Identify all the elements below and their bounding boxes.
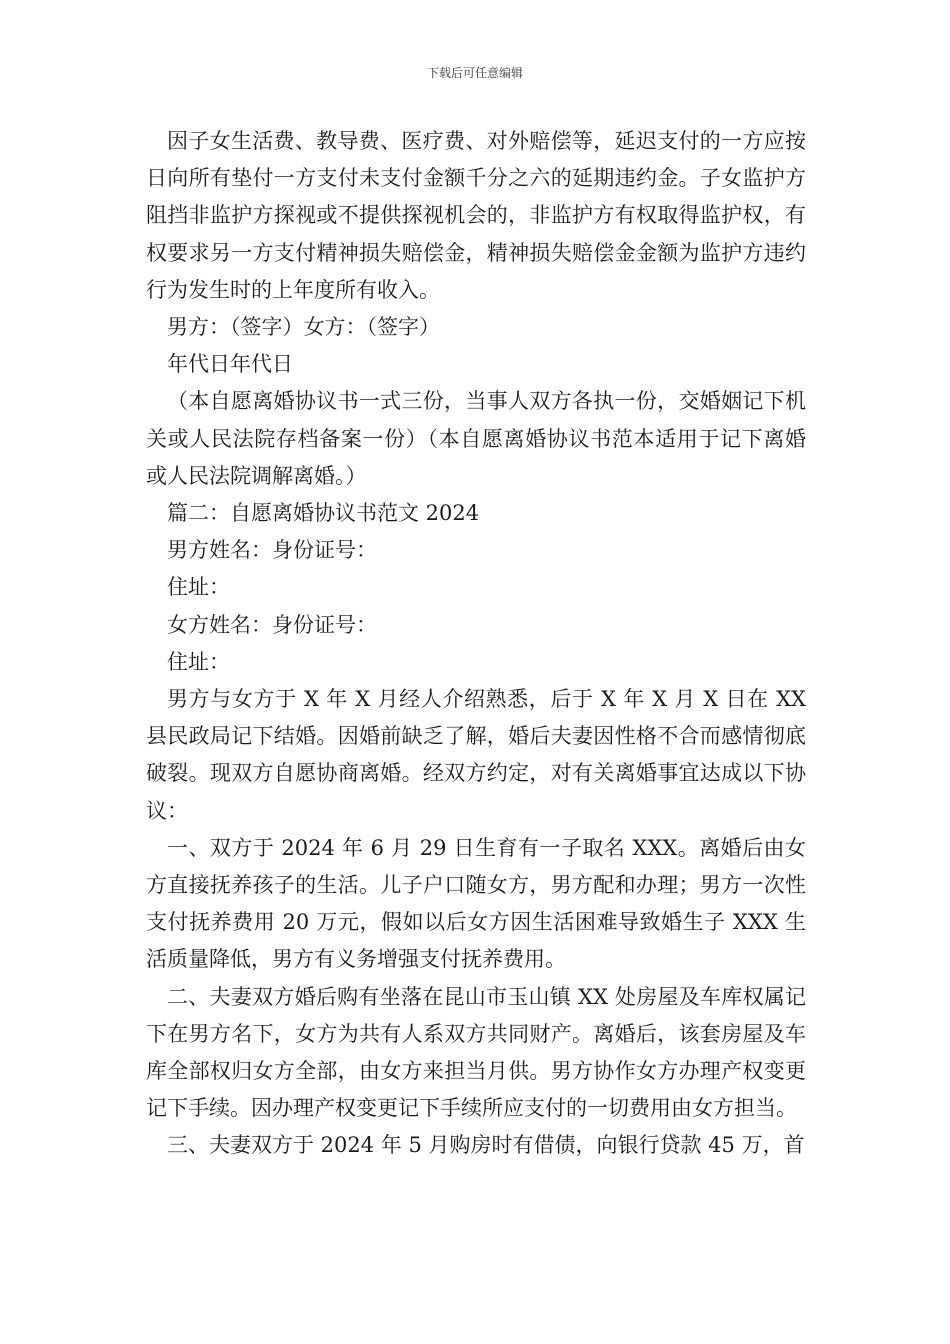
clause-one: 一、双方于 2024 年 6 月 29 日生育有一子取名 XXX。离婚后由女方直接抚养孩子的生活。儿子户口随女方，男方配和办理；男方一次性支付抚养费用 20 万元，假如以后女方因生活困难导致婚生子 XXX 生活质量降低，男方有义务增强支付抚养费用。 <box>146 835 806 972</box>
paragraph-signatures: 男方：（签字）女方：（签字） <box>167 315 440 340</box>
paragraph-penalty: 因子女生活费、教导费、医疗费、对外赔偿等，延迟支付的一方应按日向所有垫付一方支付未支付金额千分之六的延期违约金。子女监护方阻挡非监护方探视或不提供探视机会的，非监护方有权取得监护权，有权要求另一方支付精神损失赔偿金，精神损失赔偿金金额为监护方违约行为发生时的上年度所有收入。 <box>146 129 806 302</box>
field-female-name: 女方姓名：身份证号： <box>167 612 377 637</box>
section-title: 篇二：自愿离婚协议书范文 2024 <box>167 501 480 526</box>
field-female-address: 住址： <box>167 649 230 674</box>
clause-two: 二、夫妻双方婚后购有坐落在昆山市玉山镇 XX 处房屋及车库权属记下在男方名下，女方为共有人系双方共同财产。离婚后，该套房屋及车库全部权归女方全部，由女方来担当月供。男方协作女方办理产权变更记下手续。因办理产权变更记下手续所应支付的一切费用由女方担当。 <box>146 984 806 1121</box>
document-body <box>146 123 806 1165</box>
field-male-name: 男方姓名：身份证号： <box>167 538 377 563</box>
paragraph-note: （本自愿离婚协议书一式三份，当事人双方各执一份，交婚姻记下机关或人民法院存档备案一份）（本自愿离婚协议书范本适用于记下离婚或人民法院调解离婚。） <box>146 389 806 488</box>
page-header: 下载后可任意编辑 <box>426 66 523 80</box>
field-male-address: 住址： <box>167 575 230 600</box>
clause-three: 三、夫妻双方于 2024 年 5 月购房时有借债，向银行贷款 45 万，首 <box>167 1133 805 1158</box>
paragraph-date: 年代日年代日 <box>167 352 293 377</box>
paragraph-background: 男方与女方于 X 年 X 月经人介绍熟悉，后于 X 年 X 月 X 日在 XX 县民政局记下结婚。因婚前缺乏了解，婚后夫妻因性格不合而感情彻底破裂。现双方自愿协商离婚。经双方约定，对有关离婚事宜达成以下协议： <box>146 687 806 823</box>
